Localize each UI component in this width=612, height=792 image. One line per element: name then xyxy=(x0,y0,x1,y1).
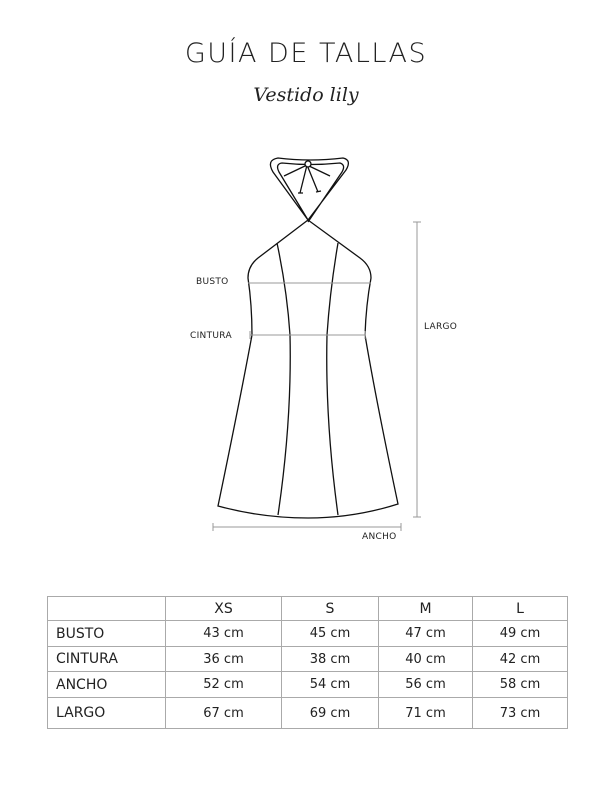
header-cell: XS xyxy=(166,597,282,621)
table-row xyxy=(48,698,568,729)
table-cell: 52 cm xyxy=(166,672,282,698)
table-cell: 73 cm xyxy=(473,698,568,729)
right-seam xyxy=(327,243,338,515)
bow xyxy=(284,165,330,193)
row-label: LARGO xyxy=(48,698,166,729)
table-cell: 67 cm xyxy=(166,698,282,729)
table-row xyxy=(48,672,568,698)
busto-label: BUSTO xyxy=(196,277,229,287)
largo-label: LARGO xyxy=(424,322,458,332)
header-cell: S xyxy=(282,597,379,621)
page-title: GUÍA DE TALLAS xyxy=(184,38,428,69)
size-table xyxy=(47,596,568,729)
table-cell: 40 cm xyxy=(379,647,473,672)
table-row xyxy=(48,647,568,672)
left-seam xyxy=(277,243,290,515)
table-cell: 47 cm xyxy=(379,621,473,647)
table-cell: 42 cm xyxy=(473,647,568,672)
table-cell: 54 cm xyxy=(282,672,379,698)
dress-outline xyxy=(218,220,398,518)
page-subtitle: Vestido lily xyxy=(253,84,359,106)
row-label: BUSTO xyxy=(48,621,166,647)
table-cell: 38 cm xyxy=(282,647,379,672)
header-cell: L xyxy=(473,597,568,621)
table-row xyxy=(48,621,568,647)
row-label: CINTURA xyxy=(48,647,166,672)
halter-strap xyxy=(270,158,348,222)
cintura-label: CINTURA xyxy=(190,331,232,341)
header-cell: M xyxy=(379,597,473,621)
table-cell: 71 cm xyxy=(379,698,473,729)
table-cell: 56 cm xyxy=(379,672,473,698)
ancho-label: ANCHO xyxy=(362,532,397,542)
table-cell: 45 cm xyxy=(282,621,379,647)
table-cell: 43 cm xyxy=(166,621,282,647)
table-header-row xyxy=(48,597,568,621)
header-cell xyxy=(48,597,166,621)
table-cell: 49 cm xyxy=(473,621,568,647)
table-cell: 36 cm xyxy=(166,647,282,672)
table-cell: 69 cm xyxy=(282,698,379,729)
row-label: ANCHO xyxy=(48,672,166,698)
table-cell: 58 cm xyxy=(473,672,568,698)
